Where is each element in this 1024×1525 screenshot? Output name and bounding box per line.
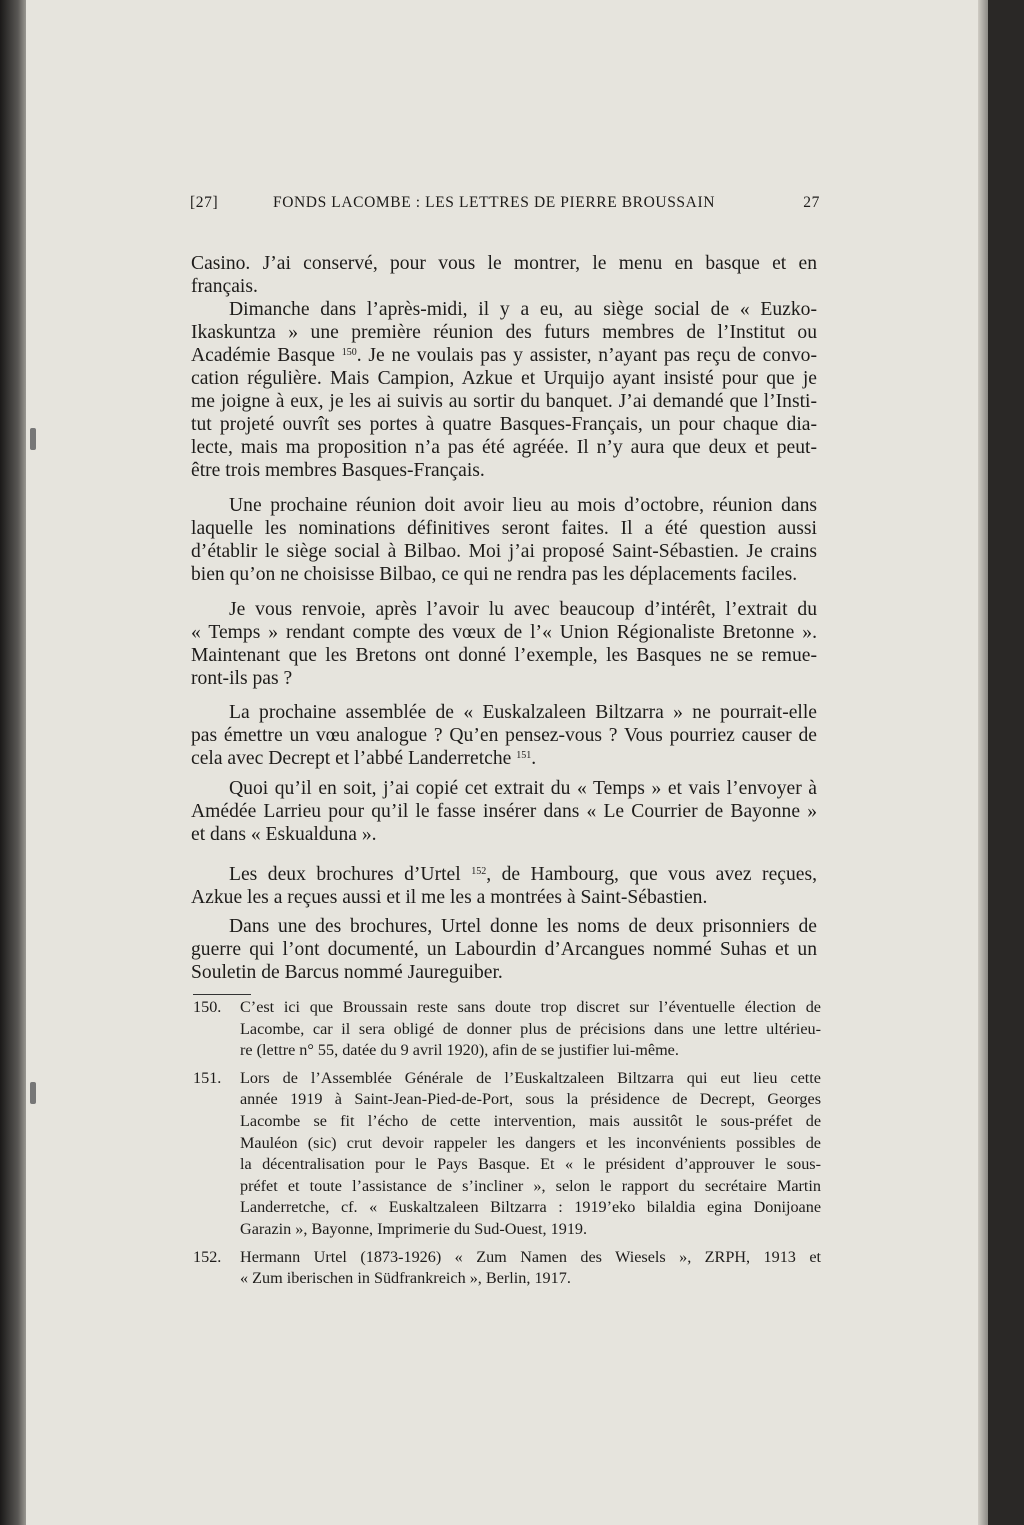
text-segment: guerre qui l’ont documenté, un Labourdin d’Arcangues nommé Suhas et un [191,939,817,960]
header-title: FONDS LACOMBE : LES LETTRES DE PIERRE BROUSSAIN [273,194,715,211]
footnote-line: Lors de l’Assemblée Générale de l’Euskaltzaleen Biltzarra qui eut lieu cette [240,1068,821,1087]
binding-thread [30,428,36,450]
paragraph [191,598,817,690]
paragraph [191,298,817,482]
text-segment: Je vous renvoie, après l’avoir lu avec beaucoup d’intérêt, l’extrait du [229,599,817,620]
text-segment: Les deux brochures d’Urtel [229,864,472,885]
footnote-line: re (lettre n° 55, datée du 9 avril 1920), afin de se justifier lui-même. [240,1041,679,1060]
text-segment: cation régulière. Mais Campion, Azkue et Urquijo ayant insisté pour que je [191,368,817,389]
text-segment: . Je ne voulais pas y assister, n’ayant pas reçu de convo- [356,345,817,366]
footnote-line: Mauléon (sic) crut devoir rappeler les dangers et les inconvénients possibles de [240,1133,821,1152]
text-segment: Académie Basque [191,345,342,366]
text-line [191,961,817,984]
text-segment: tut projeté ouvrît ses portes à quatre Basques-Français, un pour chaque dia- [191,414,817,435]
text-line [191,459,817,482]
text-segment: cela avec Decrept et l’abbé Landerretche [191,748,517,769]
text-line [191,321,817,344]
text-line [191,644,817,667]
text-line [191,863,817,886]
paragraph [191,494,817,586]
text-segment: d’établir le siège social à Bilbao. Moi j’ai proposé Saint-Sébastien. Je crains [191,541,817,562]
text-segment: Dimanche dans l’après-midi, il y a eu, au siège social de « Euzko- [229,299,817,320]
text-segment: bien qu’on ne choisisse Bilbao, ce qui ne rendra pas les déplacements faciles. [191,564,798,585]
text-segment: La prochaine assemblée de « Euskalzaleen Biltzarra » ne pourrait-elle [229,702,817,723]
text-line [191,800,817,823]
text-line [191,252,817,275]
text-line [191,563,817,586]
footnotes [193,997,821,1296]
paragraph [191,252,817,298]
text-line [191,390,817,413]
page-edge [978,0,988,1525]
text-segment: , de Hambourg, que vous avez reçues, [486,864,817,885]
text-segment: me joigne à eux, je les ai suivis au sortir du banquet. J’ai demandé que l’Insti- [191,391,817,412]
header-section-number: [27] [190,194,219,211]
text-line [191,823,817,846]
footnote-number: 151. [193,1068,222,1087]
text-segment: Quoi qu’il en soit, j’ai copié cet extrait du « Temps » et vais l’envoyer à [229,778,817,799]
page-number: 27 [803,194,820,211]
binding-thread [30,1082,36,1104]
text-line [191,494,817,517]
paragraph [191,777,817,846]
text-line [191,886,817,909]
text-line [191,777,817,800]
text-segment: Amédée Larrieu pour qu’il le fasse insérer dans « Le Courrier de Bayonne » [191,801,817,822]
text-segment: Souletin de Barcus nommé Jaureguiber. [191,962,503,983]
footnote [193,1247,821,1290]
text-segment: Ikaskuntza » une première réunion des futurs membres de l’Institut ou [191,322,817,343]
footnote-line: Lacombe se fit l’écho de cette intervention, mais aussitôt le sous-préfet de [240,1111,821,1130]
text-segment: Maintenant que les Bretons ont donné l’exemple, les Basques ne se remue- [191,645,817,666]
text-line [191,344,817,367]
text-line [191,915,817,938]
text-segment: Azkue les a reçues aussi et il me les a montrées à Saint-Sébastien. [191,887,708,908]
footnote-line: année 1919 à Saint-Jean-Pied-de-Port, sous la présidence de Decrept, Georges [240,1090,821,1109]
footnote-number: 152. [193,1247,222,1266]
footnote-reference: 150 [341,347,357,358]
text-segment: laquelle les nominations définitives seront faites. Il a été question aussi [191,518,817,539]
footnote-line: Hermann Urtel (1873-1926) « Zum Namen des Wiesels », ZRPH, 1913 et [240,1247,821,1266]
text-segment: lecte, mais ma proposition n’a pas été agréée. Il n’y aura que deux et peut- [191,437,817,458]
text-line [191,517,817,540]
footnote-line: préfet et toute l’assistance de s’incliner », selon le rapport du secrétaire Martin [240,1176,821,1195]
text-segment: et dans « Eskualduna ». [191,824,377,845]
text-line [191,747,817,770]
text-line [191,298,817,321]
text-segment: ront-ils pas ? [191,668,293,689]
footnote-line: Garazin », Bayonne, Imprimerie du Sud-Ouest, 1919. [240,1219,588,1238]
text-line [191,598,817,621]
text-segment: pas émettre un vœu analogue ? Qu’en pensez-vous ? Vous pourriez causer de [191,725,817,746]
text-segment: Dans une des brochures, Urtel donne les noms de deux prisonniers de [229,916,817,937]
running-header [190,194,820,216]
text-line [191,436,817,459]
paragraph [191,915,817,984]
text-segment: français. [191,276,258,297]
footnote-reference: 152 [471,866,487,877]
body-text [191,252,817,984]
text-line [191,701,817,724]
footnote-line: C’est ici que Broussain reste sans doute trop discret sur l’éventuelle élection de [240,998,821,1016]
text-line [191,667,817,690]
text-line [191,938,817,961]
footnote-line: la décentralisation pour le Pays Basque. Et « le président d’approuver le sous- [240,1155,821,1174]
footnote-reference: 151 [516,750,532,761]
text-line [191,724,817,747]
text-segment: Casino. J’ai conservé, pour vous le montrer, le menu en basque et en [191,253,817,274]
text-line [191,275,817,298]
text-line [191,540,817,563]
text-line [191,413,817,436]
footnote [193,997,821,1062]
text-line [191,367,817,390]
footnote-line: « Zum iberischen in Südfrankreich », Berlin, 1917. [240,1269,571,1288]
footnote-number: 150. [193,998,222,1016]
footnote-rule [193,994,251,995]
paragraph [191,701,817,770]
text-line [191,621,817,644]
paragraph [191,863,817,909]
text-segment: Une prochaine réunion doit avoir lieu au mois d’octobre, réunion dans [229,495,817,516]
text-segment: être trois membres Basques-Français. [191,460,485,481]
footnote [193,1068,821,1241]
footnote-line: Lacombe, car il sera obligé de donner plus de précisions dans une lettre ultérieu- [240,1019,821,1038]
text-segment: . [531,748,537,769]
footnote-line: Landerretche, cf. « Euskaltzaleen Biltzarra : 1919’eko bilaldia egina Donijoane [240,1198,821,1217]
text-segment: « Temps » rendant compte des vœux de l’« Union Régionaliste Bretonne ». [191,622,817,643]
